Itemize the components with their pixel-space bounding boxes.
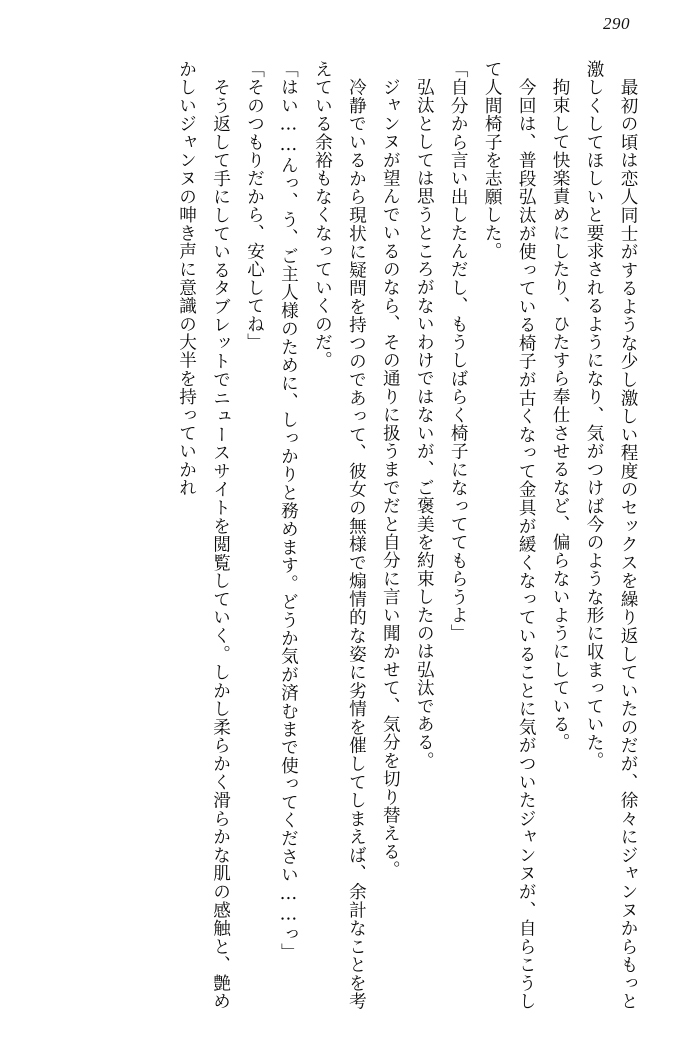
body-paragraph: 「自分から言い出したんだし、もうしばらく椅子になっててもらうよ」 [448, 60, 469, 643]
page-number: 290 [603, 14, 630, 33]
body-paragraph: 拘束して快楽責めにしたり、ひたすら奉仕させるなど、偏らないようにしている。 [550, 77, 571, 751]
body-paragraph: 「はい……んっ、う、ご主人様のために、しっかりと務めます。どうか気が済むまで使ってください……っ」 [278, 60, 299, 962]
body-paragraph: ジャンヌが望んでいるのなら、その通りに扱うまでだと自分に言い聞かせて、気分を切り替える。 [380, 77, 401, 879]
body-paragraph: 弘汰としては思うところがないわけではないが、ご褒美を約束したのは弘汰である。 [414, 77, 435, 770]
body-paragraph: 冷静でいるから現状に疑問を持つのであって、彼女の無様で煽情的な姿に劣情を催してしまえば、余計なことを考えている余裕もなくなっていくのだ。 [312, 60, 367, 1010]
body-paragraph: 今回は、普段弘汰が使っている椅子が古くなって金具が緩くなっていることに気がついたジャンヌが、自らこうして人間椅子を志願した。 [482, 60, 537, 1010]
body-paragraph: 最初の頃は恋人同士がするような少し激しい程度のセックスを繰り返していたのだが、徐々にジャンヌからもっと激しくしてほしいと要求されるようになり、気がつけば今のような形に収まっていた。 [584, 60, 638, 1010]
body-paragraph: そう返して手にしているタブレットでニュースサイトを閲覧していく。しかし柔らかく滑らかな肌の感触と、艶めかしいジャンヌの呻き声に意識の大半を持っていかれ [176, 60, 231, 1010]
body-paragraph: 「そのつもりだから、安心してね」 [244, 60, 265, 352]
page-body-text [56, 60, 644, 1010]
